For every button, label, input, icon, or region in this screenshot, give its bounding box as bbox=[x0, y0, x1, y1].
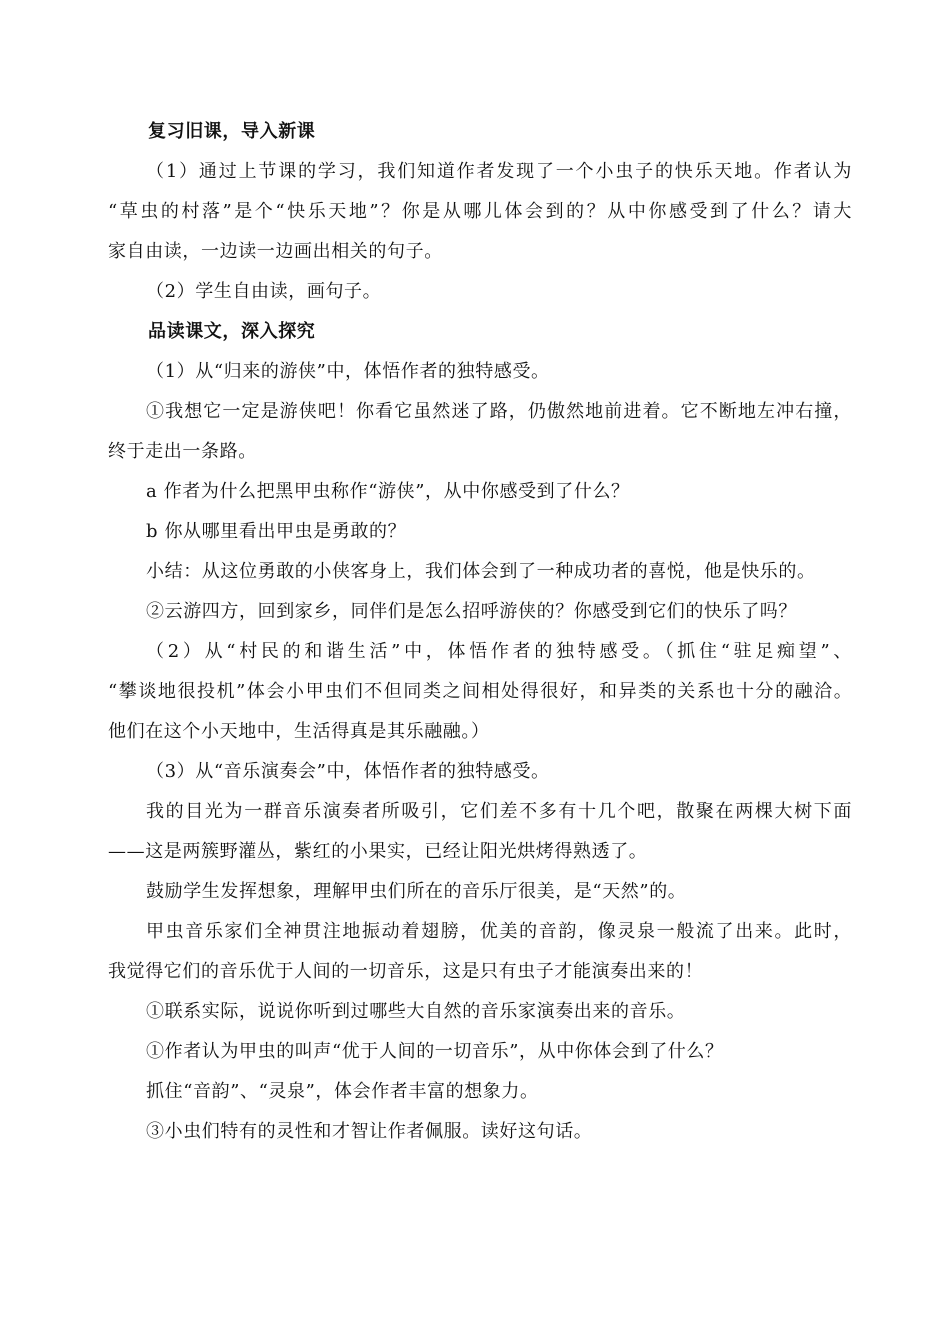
paragraph-line: 甲虫音乐家们全神贯注地振动着翅膀，优美的音韵，像灵泉一般流了出来。此时， bbox=[146, 921, 852, 942]
paragraph-line: 他们在这个小天地中，生活得真是其乐融融。） bbox=[108, 721, 490, 742]
paragraph-line: ①联系实际，说说你听到过哪些大自然的音乐家演奏出来的音乐。 bbox=[146, 1001, 686, 1022]
section-heading-study: 品读课文，深入探究 bbox=[148, 321, 316, 342]
paragraph-line: 小结：从这位勇敢的小侠客身上，我们体会到了一种成功者的喜悦，他是快乐的。 bbox=[146, 561, 816, 582]
paragraph-line: ②云游四方，回到家乡，同伴们是怎么招呼游侠的？你感受到它们的快乐了吗？ bbox=[146, 601, 797, 622]
section-heading-review: 复习旧课，导入新课 bbox=[148, 121, 316, 142]
paragraph-line: “草虫的村落”是个“快乐天地”？你是从哪儿体会到的？从中你感受到了什么？请大 bbox=[108, 201, 852, 222]
paragraph-line: 我觉得它们的音乐优于人间的一切音乐，这是只有虫子才能演奏出来的！ bbox=[108, 961, 704, 982]
paragraph-line: （2）从“村民的和谐生活”中，体悟作者的独特感受。（抓住“驻足痴望”、 bbox=[146, 641, 852, 662]
paragraph-line: “攀谈地很投机”体会小甲虫们不但同类之间相处得很好，和异类的关系也十分的融洽。 bbox=[108, 681, 852, 702]
paragraph-line: ①作者认为甲虫的叫声“优于人间的一切音乐”，从中你体会到了什么？ bbox=[146, 1041, 724, 1062]
paragraph-line: 抓住“音韵”、“灵泉”，体会作者丰富的想象力。 bbox=[146, 1081, 539, 1102]
paragraph-line: 我的目光为一群音乐演奏者所吸引，它们差不多有十几个吧，散聚在两棵大树下面 bbox=[146, 801, 852, 822]
paragraph-line: ③小虫们特有的灵性和才智让作者佩服。读好这句话。 bbox=[146, 1121, 593, 1142]
paragraph-line: a 作者为什么把黑甲虫称作“游侠”，从中你感受到了什么？ bbox=[146, 481, 630, 502]
paragraph-line: 鼓励学生发挥想象，理解甲虫们所在的音乐厅很美，是“天然”的。 bbox=[146, 881, 687, 902]
paragraph-line: （1）从“归来的游侠”中，体悟作者的独特感受。 bbox=[146, 361, 550, 382]
paragraph-line: 家自由读，一边读一边画出相关的句子。 bbox=[108, 241, 443, 262]
paragraph-line: （2）学生自由读，画句子。 bbox=[146, 281, 382, 302]
document-body bbox=[108, 112, 852, 1152]
paragraph-line: ①我想它一定是游侠吧！你看它虽然迷了路，仍傲然地前进着。它不断地左冲右撞， bbox=[146, 401, 852, 422]
paragraph-line: （3）从“音乐演奏会”中，体悟作者的独特感受。 bbox=[146, 761, 550, 782]
paragraph-line: （1）通过上节课的学习，我们知道作者发现了一个小虫子的快乐天地。作者认为 bbox=[146, 161, 852, 182]
paragraph-line: ——这是两簇野灌丛，紫红的小果实，已经让阳光烘烤得熟透了。 bbox=[108, 841, 648, 862]
paragraph-line: 终于走出一条路。 bbox=[108, 441, 257, 462]
paragraph-line: b 你从哪里看出甲虫是勇敢的？ bbox=[146, 521, 407, 542]
